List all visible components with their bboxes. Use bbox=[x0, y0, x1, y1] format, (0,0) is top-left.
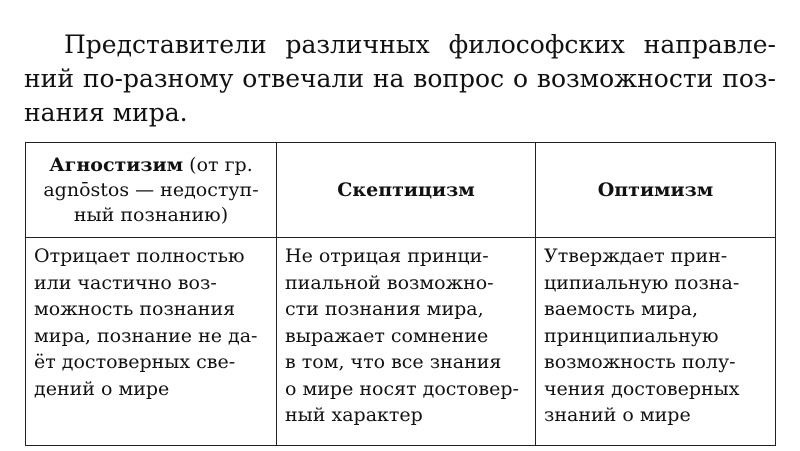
intro-line: Представители различных философских направле- bbox=[64, 30, 776, 59]
header-skepticism bbox=[277, 143, 536, 238]
cell-line: Не отрицая принци- bbox=[285, 245, 489, 267]
cell-line: или частично воз- bbox=[34, 271, 217, 294]
intro-line: ний по-разному отвечали на вопрос о возможности поз- bbox=[24, 64, 776, 93]
header-skepticism-title: Скептицизм bbox=[337, 178, 475, 201]
cell-line: о мире носят достовер- bbox=[285, 377, 519, 400]
cell-line: можность познания bbox=[34, 298, 236, 320]
cell-line: возможность полу- bbox=[544, 351, 736, 373]
header-agnosticism bbox=[26, 143, 277, 238]
cell-line: принципиальную bbox=[544, 324, 719, 347]
cell-line: знаний о мире bbox=[544, 404, 691, 426]
intro-paragraph bbox=[24, 28, 776, 130]
philosophy-table bbox=[25, 142, 776, 446]
cell-line: ный характер bbox=[285, 404, 423, 426]
header-optimism-title: Оптимизм bbox=[597, 178, 714, 201]
cell-line: ципиальную позна- bbox=[544, 271, 740, 294]
header-agnosticism-note: (от гр. bbox=[189, 153, 253, 176]
header-optimism bbox=[536, 143, 776, 238]
cell-skepticism bbox=[277, 238, 536, 446]
cell-line: сти познания мира, bbox=[285, 298, 484, 320]
cell-line: в том, что все знания bbox=[285, 351, 502, 373]
cell-line: ваемость мира, bbox=[544, 298, 698, 320]
header-agnosticism-note: ный познанию) bbox=[73, 203, 229, 226]
cell-agnosticism bbox=[26, 238, 277, 446]
cell-line: Отрицает полностью bbox=[34, 245, 245, 267]
cell-line: пиальной возможно- bbox=[285, 271, 494, 294]
table-row bbox=[26, 238, 776, 446]
intro-line: нания мира. bbox=[24, 98, 188, 127]
cell-line: выражает сомнение bbox=[285, 324, 489, 347]
header-agnosticism-note: agnōstos — недоступ- bbox=[43, 178, 259, 201]
cell-line: ёт достоверных све- bbox=[34, 351, 236, 373]
cell-line: Утверждает прин- bbox=[544, 245, 728, 267]
cell-line: мира, познание не да- bbox=[34, 324, 258, 347]
cell-optimism bbox=[536, 238, 776, 446]
cell-line: чения достоверных bbox=[544, 377, 740, 400]
table-header-row bbox=[26, 143, 776, 238]
cell-line: дений о мире bbox=[34, 377, 170, 400]
header-agnosticism-title: Агностизим bbox=[49, 153, 184, 176]
